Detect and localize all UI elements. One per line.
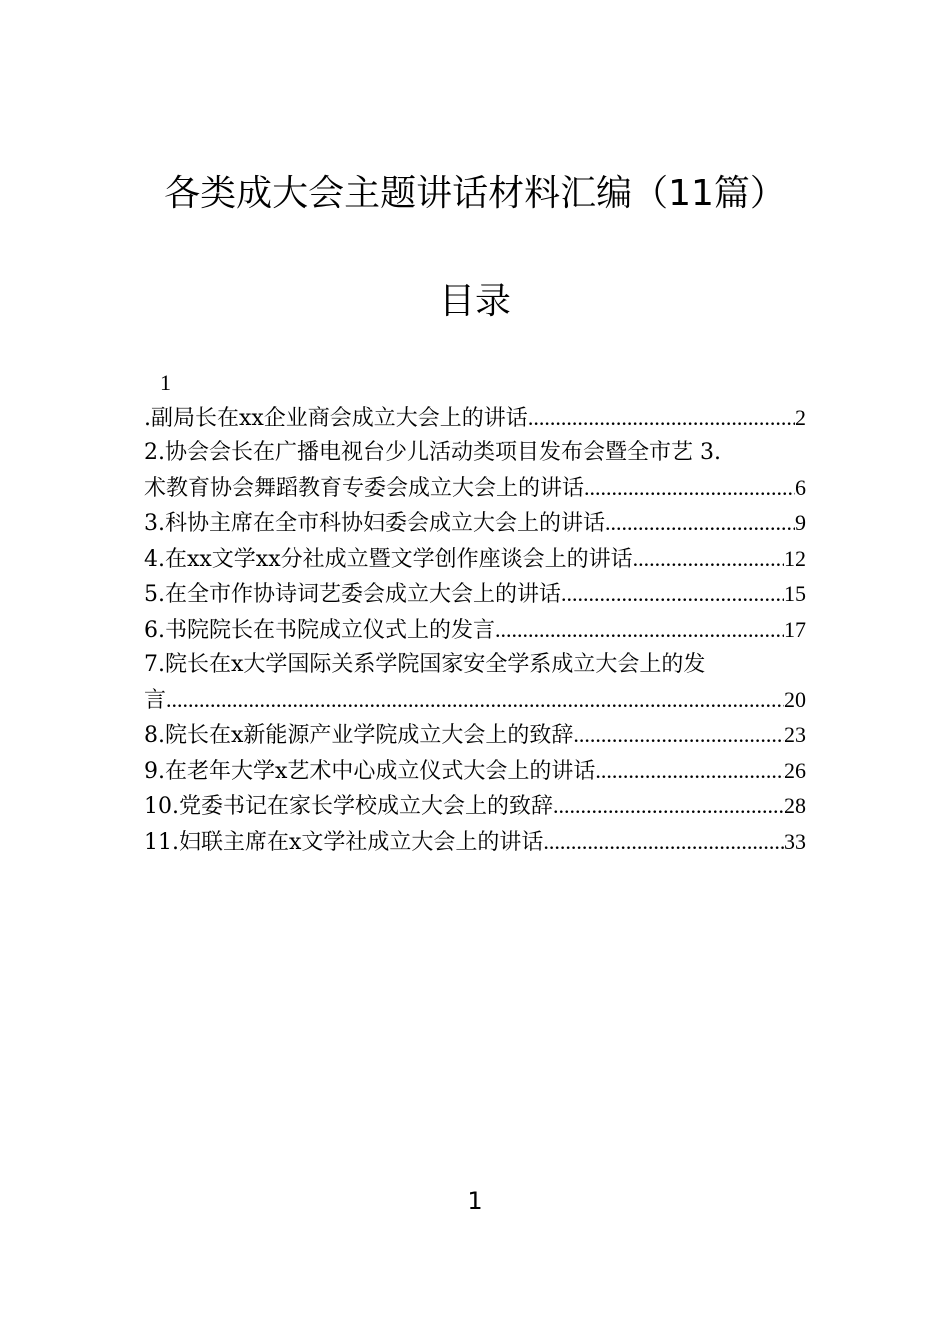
toc-entry-4[interactable] — [144, 542, 806, 578]
toc-entry-page: 2 — [795, 404, 806, 430]
toc-leader-dots — [553, 789, 784, 824]
toc-entry-page: 12 — [784, 545, 806, 571]
toc-entry-title: 8.院长在x新能源产业学院成立大会上的致辞 — [144, 723, 574, 748]
toc-entry-title: 6.书院院长在书院成立仪式上的发言 — [144, 617, 495, 643]
toc-entry-title: 11.妇联主席在x文学社成立大会上的讲话 — [144, 829, 544, 855]
toc-entry-title: 3.科协主席在全市科协妇委会成立大会上的讲话 — [144, 511, 605, 536]
toc-entry-page: 17 — [784, 616, 806, 642]
table-of-contents — [144, 366, 806, 860]
toc-entry-5[interactable] — [144, 577, 806, 613]
toc-leader-dots — [495, 613, 784, 648]
toc-entry-page: 28 — [784, 793, 806, 818]
toc-entry-7-line1[interactable]: 7.院长在x大学国际关系学院国家安全学系成立大会上的发 — [144, 652, 706, 677]
toc-entry-page: 26 — [784, 757, 806, 783]
toc-leader-dots — [584, 471, 795, 506]
toc-entry-page: 9 — [795, 510, 806, 535]
toc-leader-dots — [166, 683, 784, 718]
toc-leader-dots — [595, 754, 784, 789]
toc-heading: 目录 — [438, 281, 511, 322]
toc-entry-page: 15 — [784, 581, 806, 606]
toc-first-number: 1 — [160, 370, 171, 395]
toc-entry-title: 4.在xx文学xx分社成立暨文学创作座谈会上的讲话 — [144, 546, 633, 572]
toc-entry-3[interactable] — [144, 506, 806, 542]
toc-entry-9[interactable] — [144, 754, 806, 790]
document-title: 各类成大会主题讲话材料汇编（11篇） — [164, 173, 786, 214]
toc-entry-page: 20 — [784, 686, 806, 712]
toc-entry-8[interactable] — [144, 718, 806, 754]
toc-entry-title: .副局长在xx企业商会成立大会上的讲话 — [144, 405, 528, 431]
toc-entry-6[interactable] — [144, 613, 806, 649]
toc-leader-dots — [573, 718, 784, 753]
toc-leader-dots — [528, 401, 795, 436]
toc-leader-dots — [561, 577, 784, 612]
toc-entry-1[interactable] — [144, 401, 806, 437]
toc-entry-7[interactable] — [144, 683, 806, 719]
toc-entry-10[interactable] — [144, 789, 806, 825]
toc-entry-title: 10.党委书记在家长学校成立大会上的致辞 — [144, 794, 553, 819]
toc-entry-title: 9.在老年大学x艺术中心成立仪式大会上的讲话 — [144, 758, 596, 784]
toc-entry-page: 6 — [795, 474, 806, 500]
toc-entry-11[interactable] — [144, 825, 806, 861]
toc-entry-2[interactable] — [144, 471, 806, 507]
toc-leader-dots — [605, 506, 795, 541]
page-number: 1 — [467, 1187, 483, 1215]
toc-leader-dots — [633, 542, 784, 577]
toc-entry-page: 23 — [784, 722, 806, 747]
toc-entry-title: 言 — [144, 687, 167, 713]
toc-entry-page: 33 — [784, 828, 806, 854]
toc-leader-dots — [543, 825, 784, 860]
toc-entry-2-line1[interactable]: 2.协会会长在广播电视台少儿活动类项目发布会暨全市艺 3. — [144, 440, 721, 465]
toc-entry-title: 5.在全市作协诗词艺委会成立大会上的讲话 — [144, 582, 561, 607]
toc-entry-title: 术教育协会舞蹈教育专委会成立大会上的讲话 — [144, 475, 585, 501]
